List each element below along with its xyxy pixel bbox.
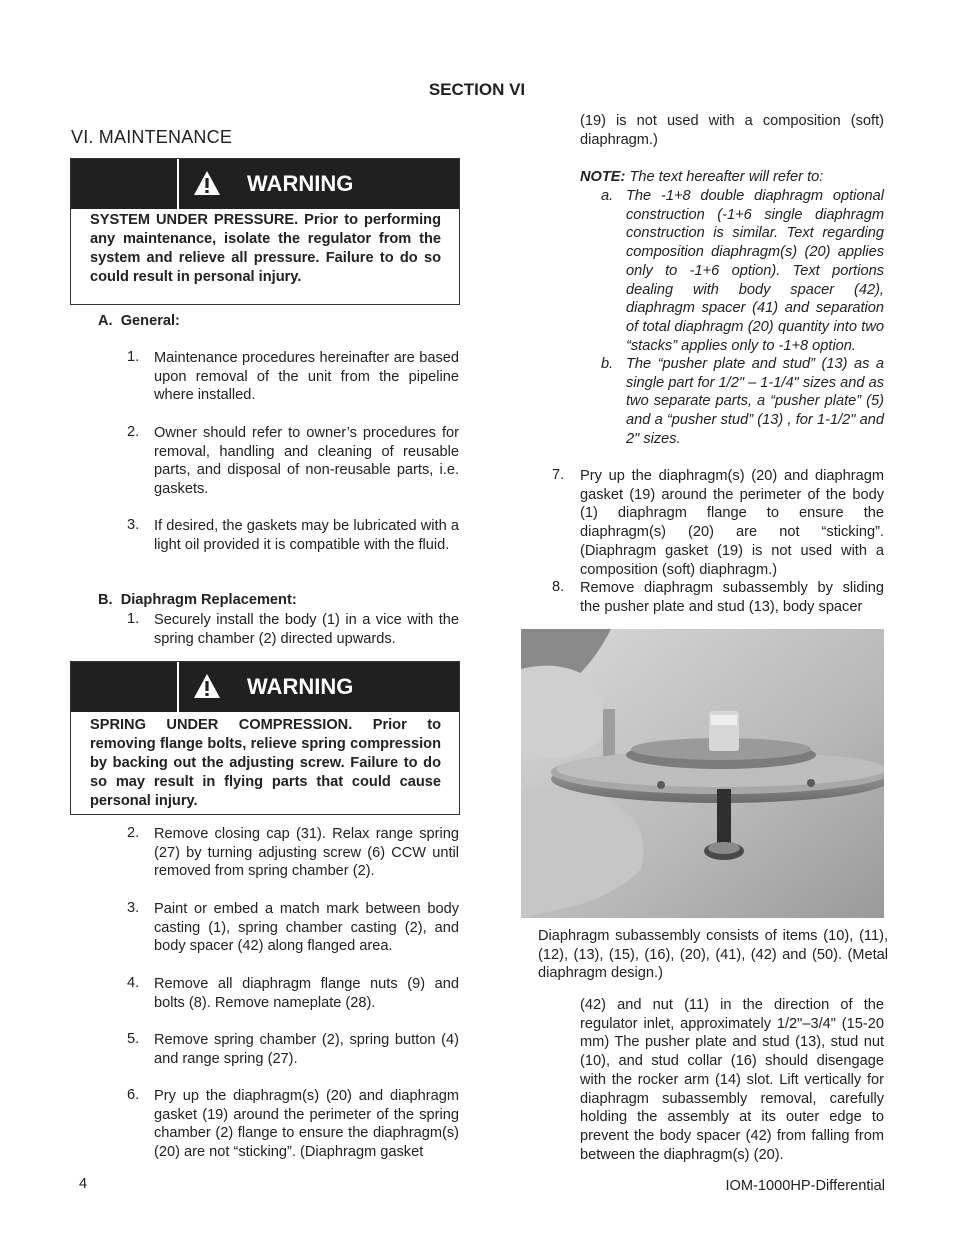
warning-divider (177, 662, 179, 712)
list-item-number: 7. (552, 467, 565, 483)
note-item-b: The “pusher plate and stud” (13) as a single part for 1/2" – 1-1/4" sizes and as two separate parts, a “pusher plate” (5) and a “pusher stud” (13) , for 1-1/2" and 2" sizes. (626, 356, 884, 447)
note-letter: a. (601, 188, 614, 204)
note (580, 168, 884, 187)
page-title: VI. MAINTENANCE (71, 127, 233, 147)
note-letter: b. (601, 356, 614, 372)
list-item: Remove spring chamber (2), spring button (4) and range spring (27). (154, 1032, 459, 1067)
list-item-number: 1. (127, 349, 140, 365)
list-item: Pry up the diaphragm(s) (20) and diaphragm gasket (19) around the perimeter of the body (1) diaphragm flange to ensure the diaphragm(s) (20) are not “sticking”. (Diaphragm gasket (19) is not used with a composition (soft) diaphragm.) (580, 468, 884, 578)
list-item: Paint or embed a match mark between body casting (1), spring chamber casting (2), and body spacer (42) along flanged area. (154, 901, 459, 955)
list-item-number: 2. (127, 825, 140, 841)
warning-text: SPRING UNDER COMPRESSION. Prior to removing flange bolts, relieve spring compression by backing out the adjusting screw. Failure to do so may result in flying parts that could cause personal injury. (90, 717, 441, 809)
list-item: If desired, the gaskets may be lubricated with a light oil provided it is compatible with the fluid. (154, 518, 459, 553)
warning-text: SYSTEM UNDER PRESSURE. Prior to performing any maintenance, isolate the regulator from the system and relieve all pressure. Failure to do so could result in personal injury. (90, 212, 441, 285)
warning-triangle-icon (193, 170, 221, 196)
list-item: Remove closing cap (31). Relax range spring (27) by turning adjusting screw (6) CCW until removed from spring chamber (2). (154, 826, 459, 880)
list-item-number: 5. (127, 1031, 140, 1047)
list-item-number: 3. (127, 517, 140, 533)
note-label: NOTE: (580, 169, 626, 185)
list-item-number: 2. (127, 424, 140, 440)
list-item-number: 6. (127, 1087, 140, 1103)
note-item-a: The -1+8 double diaphragm optional construction (-1+6 single diaphragm construction is similar. Text regarding composition diaphragm(s) (20) applies only to -1+6 option). Text portions dealing with body spacer (42), diaphragm spacer (41) and separation of total diaphragm (20) quantity into two “stacks” applies only to -1+8 option. (626, 188, 884, 354)
warning-label: WARNING (247, 674, 354, 699)
list-item: Pry up the diaphragm(s) (20) and diaphragm gasket (19) around the perimeter of the spring chamber (2) flange to ensure the diaphragm(s) (20) are not “sticking”. (Diaphragm gasket (154, 1088, 459, 1161)
warning-header (71, 159, 459, 209)
general-heading: A. General: (98, 313, 180, 329)
continued-text: (42) and nut (11) in the direction of the regulator inlet, approximately 1/2"–3/4" (15-20 mm) The pusher plate and stud (13), stud nut (10), and stud collar (16) should disengage with the rocker arm (14) slot. Lift vertically for diaphragm subassembly removal, carefully holding the assembly at its outer edge to prevent the body spacer (42) from falling from between the diaphragm(s) (20). (580, 997, 884, 1163)
replacement-heading: B. Diaphragm Replacement: (98, 592, 297, 608)
list-item: Remove diaphragm subassembly by sliding the pusher plate and stud (13), body spacer (580, 580, 884, 615)
warning-label: WARNING (247, 171, 354, 196)
list-item: Owner should refer to owner’s procedures for removal, handling and cleaning of reusable parts, and disposal of non-reusable parts, i.e. gaskets. (154, 425, 459, 498)
photo-caption: Diaphragm subassembly consists of items (10), (11), (12), (13), (15), (16), (20), (41), (42) and (50). (Metal diaphragm design.) (538, 928, 888, 982)
list-item-number: 3. (127, 900, 140, 916)
warning-box-spring (70, 661, 460, 815)
list-item: Remove all diaphragm flange nuts (9) and bolts (8). Remove nameplate (28). (154, 976, 459, 1011)
document-id: IOM-1000HP-Differential (725, 1178, 885, 1194)
warning-header (71, 662, 459, 712)
warning-box-pressure (70, 158, 460, 305)
continued-text: (19) is not used with a composition (soft) diaphragm.) (580, 113, 884, 148)
list-item: Securely install the body (1) in a vice with the spring chamber (2) directed upwards. (154, 612, 459, 647)
warning-triangle-icon (193, 673, 221, 699)
list-item: Maintenance procedures hereinafter are based upon removal of the unit from the pipeline where installed. (154, 350, 459, 404)
diaphragm-subassembly-photo (521, 629, 884, 918)
page-number: 4 (79, 1176, 88, 1192)
section-title: SECTION VI (428, 80, 526, 99)
list-item-number: 4. (127, 975, 140, 991)
list-item-number: 8. (552, 579, 565, 595)
warning-divider (177, 159, 179, 209)
note-text: The text hereafter will refer to: (625, 169, 824, 185)
list-item-number: 1. (127, 611, 140, 627)
